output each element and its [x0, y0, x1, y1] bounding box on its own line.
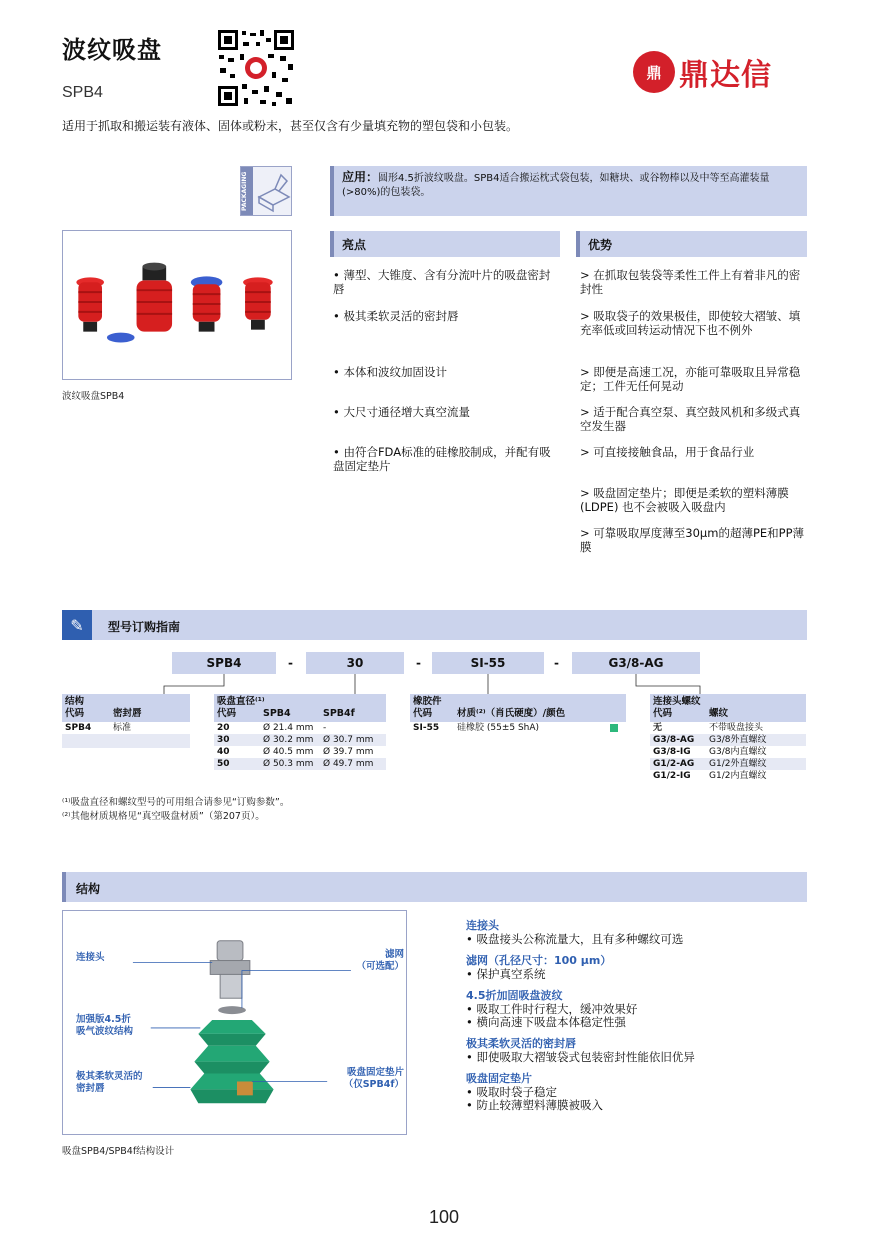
feature-heading: 滤网（孔径尺寸：100 μm） [466, 954, 612, 967]
thread-col: 代码 [653, 708, 673, 719]
diameter-table [214, 694, 386, 770]
feature-heading: 4.5折加固吸盘波纹 [466, 989, 563, 1002]
thread-col: 螺纹 [709, 708, 729, 719]
footnote: ⁽¹⁾吸盘直径和螺纹型号的可用组合请参见“订购参数”。 [62, 797, 290, 808]
footnote: ⁽²⁾其他材质规格见“真空吸盘材质”（第207页）。 [62, 811, 265, 822]
brand-logo-mark: 鼎 [633, 51, 675, 93]
feature-heading: 连接头 [466, 919, 499, 932]
table-cell: 50 [217, 759, 230, 769]
application-box [330, 166, 807, 216]
color-swatch-icon [610, 724, 618, 732]
code-dash: - [416, 656, 421, 670]
diameter-table-header [214, 694, 386, 722]
table-row [214, 758, 386, 770]
callout-lip: 极其柔软灵活的 密封唇 [76, 1071, 143, 1094]
table-cell: G3/8外直螺纹 [709, 735, 767, 745]
suction-cup-1 [76, 277, 104, 331]
highlights-heading: 亮点 [330, 231, 560, 257]
structure-caption: 吸盘SPB4/SPB4f结构设计 [62, 1146, 175, 1157]
table-row [214, 722, 386, 734]
brand-logo [633, 50, 772, 94]
page-title: 波纹吸盘 [62, 36, 162, 64]
advantage-item: > 可直接接触食品，用于食品行业 [580, 445, 755, 459]
feature-text: • 吸取时袋子稳定 [466, 1085, 557, 1099]
table-row [214, 746, 386, 758]
advantages-heading: 优势 [576, 231, 807, 257]
highlight-item: • 极其柔软灵活的密封唇 [333, 309, 459, 323]
product-caption: 波纹吸盘SPB4 [62, 391, 125, 402]
table-cell: G3/8内直螺纹 [709, 747, 767, 757]
feature-text: • 吸取工件时行程大，缓冲效果好 [466, 1002, 638, 1016]
code-dash: - [554, 656, 559, 670]
callout-bellows: 加强版4.5折 吸气波纹结构 [76, 1014, 134, 1037]
bellows-body [190, 1020, 273, 1103]
highlight-item: • 本体和波纹加固设计 [333, 365, 447, 379]
features-list [466, 917, 806, 1112]
code-structure: SPB4 [172, 652, 276, 674]
table-cell: Ø 49.7 mm [323, 759, 374, 769]
thread-table-header [650, 694, 806, 722]
advantage-item: > 吸盘固定垫片；即便是柔软的塑料薄膜 (LDPE) 也不会被吸入吸盘内 [580, 486, 789, 514]
feature-text: • 横向高速下吸盘本体稳定性强 [466, 1015, 626, 1029]
table-cell: G1/2外直螺纹 [709, 759, 767, 769]
fixing-pad-part [237, 1081, 253, 1095]
advantage-item: > 吸取袋子的效果极佳，即使较大褶皱、填充率低或回转运动情况下也不例外 [580, 309, 801, 337]
table-cell: 无 [653, 723, 663, 733]
rubber-col: 代码 [413, 708, 433, 719]
code-rubber: SI-55 [432, 652, 544, 674]
pencil-icon: ✎ [62, 610, 92, 640]
code-thread: G3/8-AG [572, 652, 700, 674]
table-row [214, 734, 386, 746]
diameter-col: SPB4 [263, 708, 291, 719]
diameter-table-title: 吸盘直径⁽¹⁾ [217, 696, 265, 707]
table-cell: 20 [217, 723, 230, 733]
table-row [650, 746, 806, 758]
feature-text: • 吸盘接头公称流量大，且有多种螺纹可选 [466, 932, 684, 946]
code-dash: - [288, 656, 293, 670]
table-cell: G1/2-IG [653, 771, 691, 781]
table-row [650, 770, 806, 782]
table-cell: - [323, 723, 327, 733]
callout-fixing-pad: 吸盘固定垫片 （仅SPB4f） [343, 1067, 404, 1090]
table-cell: Ø 50.3 mm [263, 759, 314, 769]
structure-heading: 结构 [62, 872, 807, 902]
table-cell: Ø 21.4 mm [263, 723, 314, 733]
table-cell: G3/8-IG [653, 747, 691, 757]
page-number: 100 [428, 1207, 460, 1227]
diameter-col: SPB4f [323, 708, 355, 719]
application-text: 圆形4.5折波纹吸盘。SPB4适合搬运枕式袋包装，如糖块、或谷物棒以及中等至高灌装量(>80%)的包装袋。 [342, 173, 770, 198]
suction-cup-3 [191, 276, 223, 331]
rubber-table-title: 橡胶件 [413, 696, 442, 707]
product-image [62, 230, 292, 380]
structure-table [62, 694, 190, 748]
highlight-item: • 大尺寸通径增大真空流量 [333, 405, 470, 419]
packaging-tag: PACKAGING [241, 167, 253, 215]
table-cell: G3/8-AG [653, 735, 695, 745]
table-cell: 硅橡胶 (55±5 ShA) [457, 723, 540, 733]
suction-cup-4 [243, 277, 273, 329]
table-cell: Ø 39.7 mm [323, 747, 374, 757]
table-cell: G1/2-AG [653, 759, 695, 769]
table-row [410, 722, 626, 734]
product-code: SPB4 [62, 84, 103, 101]
table-row [650, 734, 806, 746]
structure-table-header [62, 694, 190, 722]
table-row-empty [62, 734, 190, 748]
rubber-table [410, 694, 626, 734]
feature-heading: 极其柔软灵活的密封唇 [466, 1037, 576, 1050]
structure-col-lip: 密封唇 [113, 708, 142, 719]
application-label: 应用： [342, 170, 379, 184]
advantage-item: > 在抓取包装袋等柔性工件上有着非凡的密封性 [580, 268, 801, 296]
advantage-item: > 即便是高速工况，亦能可靠吸取且异常稳定；工件无任何晃动 [580, 365, 801, 393]
qr-code-icon [216, 28, 296, 108]
connector-part [210, 941, 250, 998]
packaging-icon [240, 166, 292, 216]
feature-heading: 吸盘固定垫片 [466, 1072, 532, 1085]
advantage-item: > 适于配合真空泵、真空鼓风机和多级式真空发生器 [580, 405, 801, 433]
ordering-heading [62, 610, 807, 640]
feature-text: • 防止较薄塑料薄膜被吸入 [466, 1098, 603, 1112]
table-cell: Ø 30.2 mm [263, 735, 314, 745]
feature-text: • 保护真空系统 [466, 967, 546, 981]
table-cell: 不带吸盘接头 [709, 723, 764, 733]
table-row [650, 758, 806, 770]
highlight-item: • 薄型、大锥度、含有分流叶片的吸盘密封唇 [333, 268, 551, 296]
table-cell: G1/2内直螺纹 [709, 771, 767, 781]
callout-filter: 滤网 （可选配） [356, 949, 404, 972]
advantage-item: > 可靠吸取厚度薄至30μm的超薄PE和PP薄膜 [580, 526, 805, 554]
suction-cup-2 [137, 263, 173, 332]
table-cell: Ø 40.5 mm [263, 747, 314, 757]
intro-text: 适用于抓取和搬运装有液体、固体或粉末，甚至仅含有少量填充物的塑包袋和小包装。 [62, 119, 519, 133]
table-cell: Ø 30.7 mm [323, 735, 374, 745]
table-cell: SPB4 [65, 723, 92, 733]
rubber-col: 材质⁽²⁾（肖氏硬度）/颜色 [457, 708, 566, 719]
rubber-table-header [410, 694, 626, 722]
table-cell: 标准 [113, 723, 132, 733]
table-cell: 30 [217, 735, 230, 745]
callout-connector: 连接头 [76, 952, 105, 963]
brand-logo-text: 鼎达信 [679, 58, 772, 93]
structure-table-title: 结构 [65, 696, 85, 707]
diameter-col: 代码 [217, 708, 237, 719]
highlight-item: • 由符合FDA标准的硅橡胶制成，并配有吸盘固定垫片 [333, 445, 551, 473]
structure-col-code: 代码 [65, 708, 85, 719]
thread-table [650, 694, 806, 782]
table-cell: 40 [217, 747, 230, 757]
code-connector-lines [0, 674, 888, 694]
table-row [62, 722, 190, 734]
table-row [650, 722, 806, 734]
table-cell: SI-55 [413, 723, 440, 733]
code-diameter: 30 [306, 652, 404, 674]
feature-text: • 即使吸取大褶皱袋式包装密封性能依旧优异 [466, 1050, 695, 1064]
thread-table-title: 连接头螺纹 [653, 696, 701, 707]
ordering-title: 型号订购指南 [108, 620, 181, 634]
